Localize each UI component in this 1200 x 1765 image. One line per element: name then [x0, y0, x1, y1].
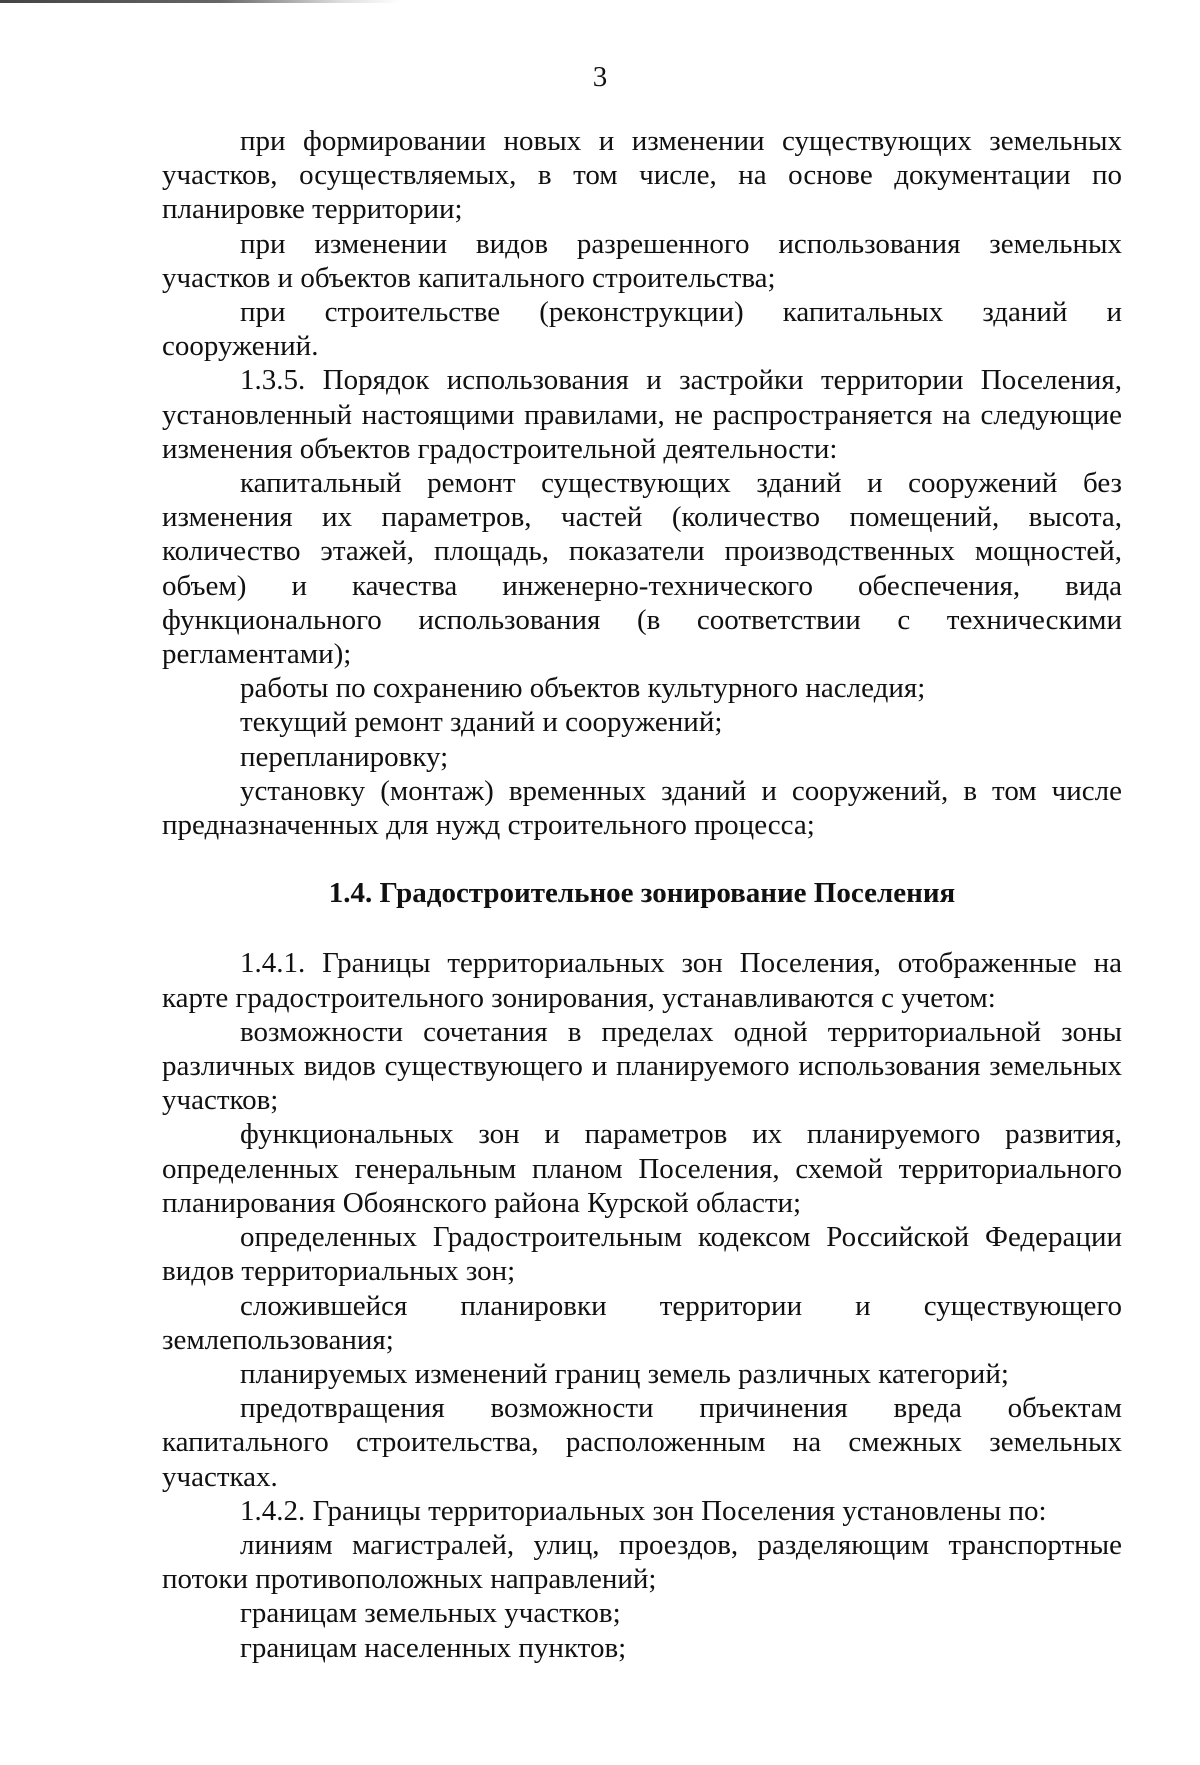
paragraph: 1.4.2. Границы территориальных зон Поселения установлены по:	[240, 1494, 1047, 1527]
paragraph: при изменении видов разрешенного использования земельных участков и объектов капитального строительства;	[162, 227, 1122, 294]
paragraph: границам населенных пунктов;	[240, 1631, 627, 1664]
paragraph: перепланировку;	[240, 740, 449, 773]
paragraph: функциональных зон и параметров их планируемого развития, определенных генеральным планом Поселения, схемой территориального планирования Обоянского района Курской области;	[162, 1118, 1122, 1219]
paragraph: границам земельных участков;	[240, 1597, 621, 1630]
paragraph: предотвращения возможности причинения вреда объектам капитального строительства, расположенным на смежных земельных участках.	[162, 1392, 1122, 1493]
page-number: 3	[592, 61, 608, 93]
paragraph: текущий ремонт зданий и сооружений;	[240, 706, 723, 739]
section-1-3-5-continuation	[162, 124, 1122, 842]
paragraph: планируемых изменений границ земель различных категорий;	[240, 1357, 1009, 1390]
paragraph: при строительстве (реконструкции) капитальных зданий и сооружений.	[162, 296, 1122, 363]
paragraph: 1.3.5. Порядок использования и застройки территории Поселения, установленный настоящими правилами, не распространяется на следующие изменения объектов градостроительной деятельности:	[162, 364, 1122, 465]
paragraph: капитальный ремонт существующих зданий и сооружений без изменения их параметров, частей (количество помещений, высота, количество этажей, площадь, показатели производственных мощностей, объем) и качества инженерно-технического обеспечения, вида функционального использования (в соответствии с техническими регламентами);	[162, 467, 1122, 671]
paragraph: работы по сохранению объектов культурного наследия;	[240, 672, 926, 705]
paragraph: линиям магистралей, улиц, проездов, разделяющим транспортные потоки противоположных направлений;	[162, 1528, 1122, 1596]
paragraph: определенных Градостроительным кодексом Российской Федерации видов территориальных зон;	[162, 1221, 1122, 1288]
paragraph: при формировании новых и изменении существующих земельных участков, осуществляемых, в том числе, на основе документации по планировке территории;	[162, 125, 1122, 226]
section-1-4	[162, 946, 1122, 1664]
section-heading: 1.4. Градостроительное зонирование Поселения	[328, 877, 956, 910]
paragraph: 1.4.1. Границы территориальных зон Поселения, отображенные на карте градостроительного зонирования, устанавливаются с учетом:	[162, 947, 1122, 1014]
document-body	[162, 124, 1122, 1665]
paragraph: сложившейся планировки территории и существующего землепользования;	[162, 1289, 1122, 1356]
scan-edge-mark	[0, 0, 400, 3]
paragraph: установку (монтаж) временных зданий и сооружений, в том числе предназначенных для нужд строительного процесса;	[162, 774, 1122, 842]
paragraph: возможности сочетания в пределах одной территориальной зоны различных видов существующего и планируемого использования земельных участков;	[162, 1015, 1122, 1117]
